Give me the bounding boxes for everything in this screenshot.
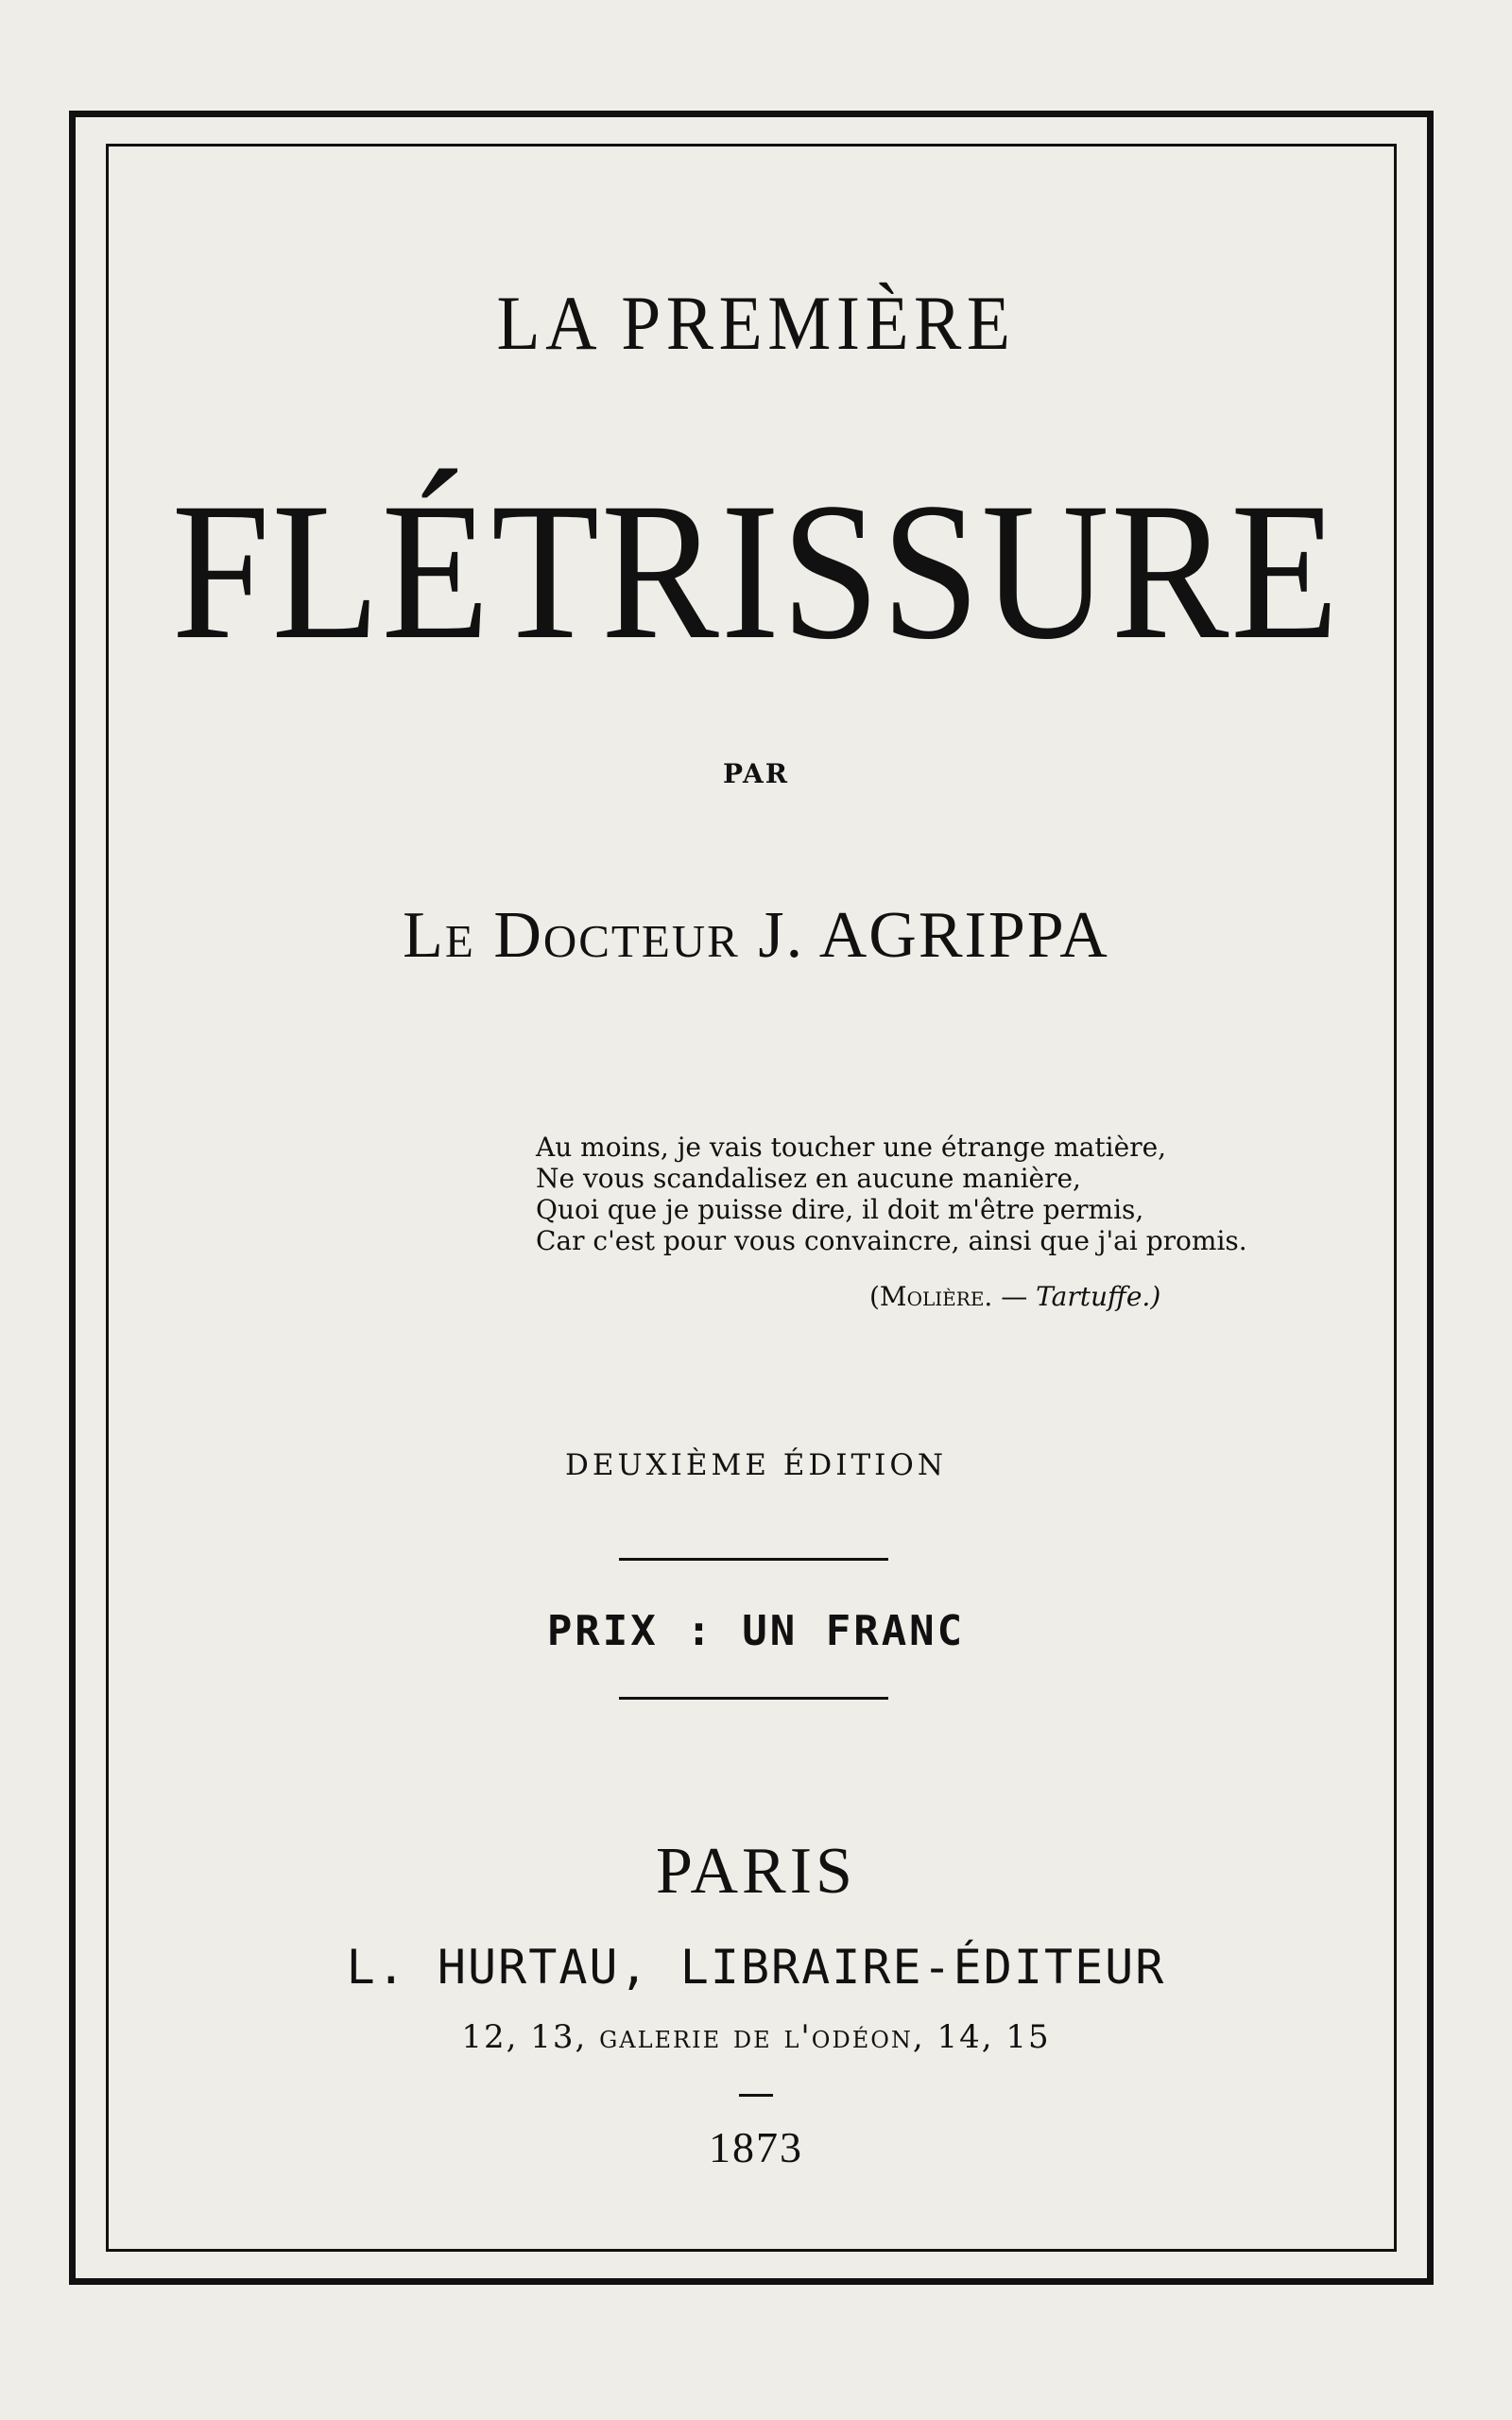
edition-label: DEUXIÈME ÉDITION (565, 1448, 947, 1482)
divider-top (619, 1558, 888, 1561)
epigraph-line: Ne vous scandalisez en aucune manière, (536, 1163, 1081, 1194)
epigraph-author: (Molière. — (869, 1281, 1028, 1312)
epigraph-work: Tartuffe.) (1036, 1281, 1161, 1312)
author-prefix: Le Docteur (403, 899, 740, 972)
epigraph-line: Car c'est pour vous convaincre, ainsi que j'ai promis. (536, 1225, 1247, 1256)
imprint-publisher: L. HURTAU, LIBRAIRE-ÉDITEUR (346, 1940, 1166, 1995)
epigraph-line: Au moins, je vais toucher une étrange matière, (536, 1132, 1167, 1163)
epigraph-source (869, 1281, 1160, 1312)
imprint-city: PARIS (656, 1835, 856, 1908)
imprint-year: 1873 (709, 2123, 803, 2171)
epigraph (536, 1132, 1247, 1256)
imprint-address-text: 12, 13, galerie de l'odéon, 14, 15 (461, 2018, 1051, 2056)
title-line-1: LA PREMIÈRE (496, 280, 1016, 366)
author-name: J. AGRIPPA (758, 899, 1109, 972)
author-line (0, 898, 1512, 974)
divider-bottom (619, 1697, 888, 1700)
imprint-dash (739, 2094, 773, 2097)
byline-par: PAR (722, 758, 789, 789)
imprint-address (0, 2018, 1512, 2056)
price-label: PRIX : UN FRANC (546, 1607, 966, 1655)
epigraph-line: Quoi que je puisse dire, il doit m'être permis, (536, 1194, 1144, 1225)
title-line-2: FLÉTRISSURE (171, 462, 1341, 680)
